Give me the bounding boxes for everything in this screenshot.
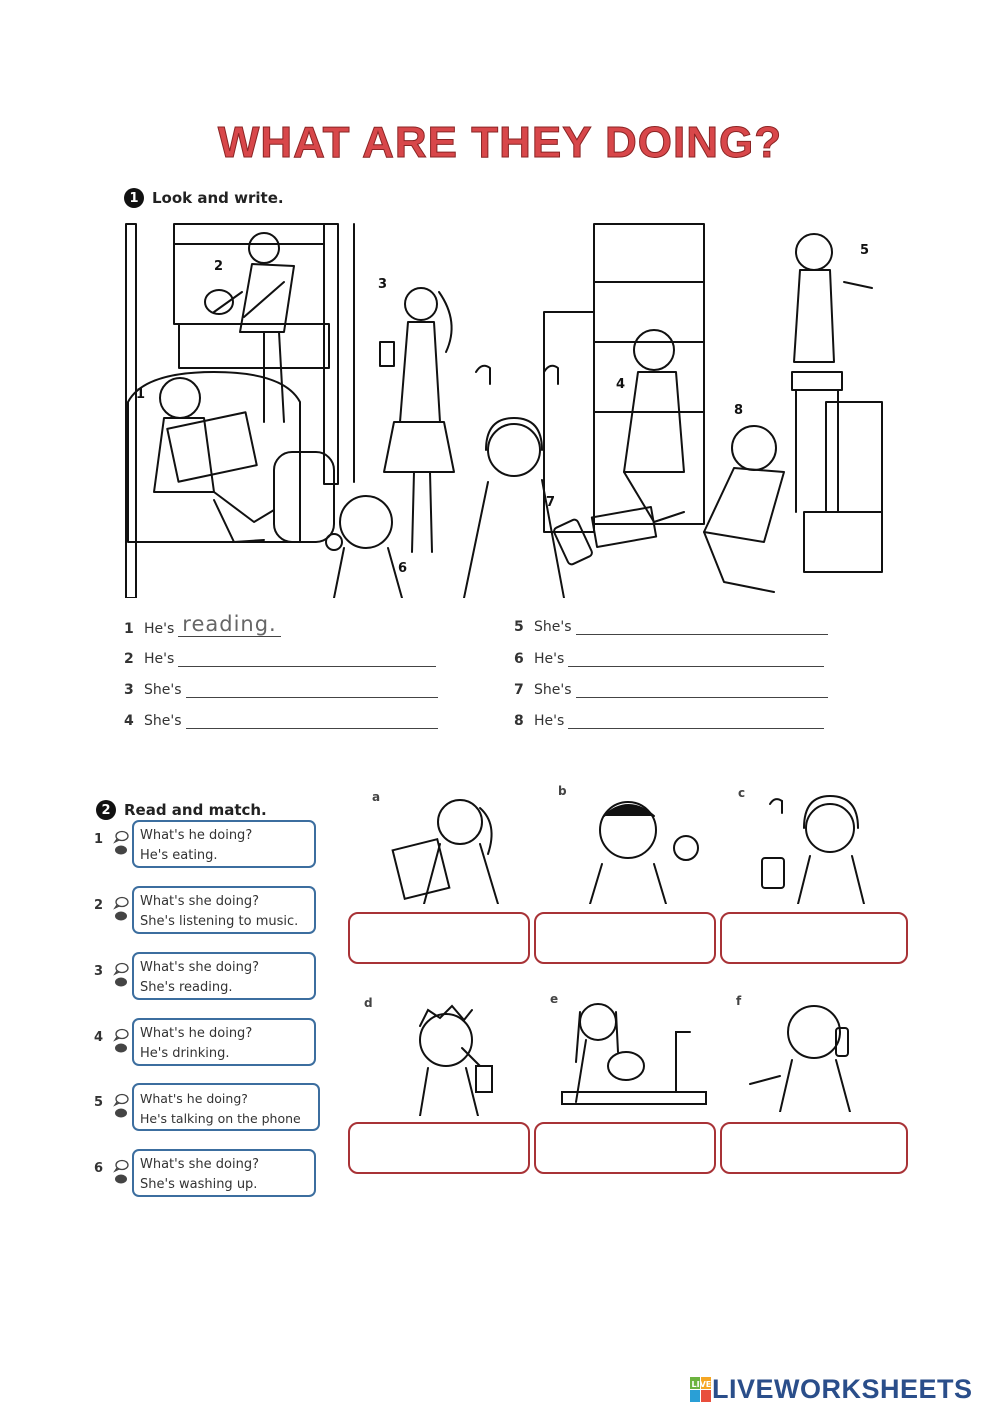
picture-letter-e: e bbox=[550, 992, 559, 1006]
dialogue-5: 5 What's he doing? He's talking on the phone bbox=[94, 1083, 320, 1131]
sentence-7: 7 She's bbox=[514, 681, 828, 698]
dialogue-4: 4 What's he doing? He's drinking. bbox=[94, 1018, 316, 1066]
sentence-8: 8 He's bbox=[514, 712, 824, 729]
dialogue-6: 6 What's she doing? She's washing up. bbox=[94, 1149, 316, 1197]
logo-text: LIVEWORKSHEETS bbox=[712, 1374, 973, 1404]
section2-number: 2 bbox=[96, 800, 116, 820]
tv bbox=[826, 402, 882, 512]
section1-instruction: Look and write. bbox=[152, 189, 284, 207]
picture-a-girl-reading bbox=[380, 784, 540, 904]
scene-label-7: 7 bbox=[546, 495, 556, 510]
dad-head bbox=[249, 233, 279, 263]
scene-label-2: 2 bbox=[214, 259, 224, 274]
section1-number: 1 bbox=[124, 188, 144, 208]
girl-3-skirt bbox=[384, 422, 454, 472]
stool-seat bbox=[792, 372, 842, 390]
answer-box-b[interactable] bbox=[534, 912, 716, 964]
liveworksheets-logo bbox=[690, 1374, 973, 1405]
picture-b-boy-eating bbox=[556, 784, 716, 904]
sentence-3: 3 She's bbox=[124, 681, 438, 698]
sentence-2-blank[interactable] bbox=[178, 650, 436, 667]
section2-instruction: Read and match. bbox=[124, 801, 267, 819]
picture-letter-f: f bbox=[736, 994, 742, 1008]
kitchen-sink-counter bbox=[179, 324, 329, 368]
speech-bubbles-icon bbox=[110, 962, 132, 988]
sentence-2: 2 He's bbox=[124, 650, 436, 667]
picture-letter-a: a bbox=[372, 790, 381, 804]
kitchen-window bbox=[174, 224, 324, 324]
girl-4-head bbox=[634, 330, 674, 370]
sentence-4-blank[interactable] bbox=[186, 712, 438, 729]
room-scene-illustration bbox=[124, 222, 884, 598]
sentence-5: 5 She's bbox=[514, 618, 828, 635]
page-title: WHAT ARE THEY DOING? bbox=[217, 118, 783, 167]
speech-bubbles-icon bbox=[110, 1159, 132, 1185]
boy-6-head bbox=[340, 496, 392, 548]
speech-bubbles-icon bbox=[110, 830, 132, 856]
sentence-7-blank[interactable] bbox=[576, 681, 828, 698]
section2-heading bbox=[96, 800, 267, 820]
answer-box-a[interactable] bbox=[348, 912, 530, 964]
speech-bubbles-icon bbox=[110, 896, 132, 922]
music-player bbox=[553, 518, 593, 565]
speech-bubbles-icon bbox=[110, 1093, 132, 1119]
scene-label-6: 6 bbox=[398, 561, 408, 576]
girl-5-head bbox=[796, 234, 832, 270]
picture-letter-b: b bbox=[558, 784, 567, 798]
music-note bbox=[476, 366, 490, 384]
sentence-6: 6 He's bbox=[514, 650, 824, 667]
picture-letter-c: c bbox=[738, 786, 746, 800]
scene-label-1: 1 bbox=[136, 387, 146, 402]
sentence-6-blank[interactable] bbox=[568, 650, 824, 667]
dialogue-2-box: What's she doing? She's listening to music. bbox=[132, 886, 316, 934]
dialogue-1: 1 What's he doing? He's eating. bbox=[94, 820, 316, 868]
sentence-5-blank[interactable] bbox=[576, 618, 828, 635]
tv-stand bbox=[804, 512, 882, 572]
picture-d-boy-drinking bbox=[380, 996, 540, 1116]
answer-box-d[interactable] bbox=[348, 1122, 530, 1174]
dialogue-5-box: What's he doing? He's talking on the phone bbox=[132, 1083, 320, 1131]
answer-box-c[interactable] bbox=[720, 912, 908, 964]
magazine bbox=[592, 507, 656, 547]
section1-heading bbox=[124, 188, 284, 208]
scene-label-3: 3 bbox=[378, 277, 388, 292]
sentence-4: 4 She's bbox=[124, 712, 438, 729]
glass bbox=[380, 342, 394, 366]
liveworksheets-badge-icon bbox=[690, 1377, 712, 1403]
apple bbox=[326, 534, 342, 550]
dialogue-6-box: What's she doing? She's washing up. bbox=[132, 1149, 316, 1197]
kitchen-door-frame bbox=[324, 224, 338, 484]
speech-bubbles-icon bbox=[110, 1028, 132, 1054]
dialogue-3-box: What's she doing? She's reading. bbox=[132, 952, 316, 1000]
picture-e-girl-washing-up bbox=[556, 992, 716, 1112]
girl-3-head bbox=[405, 288, 437, 320]
sentence-1-answer: reading. bbox=[178, 612, 280, 637]
scene-label-8: 8 bbox=[734, 403, 744, 418]
dialogue-2: 2 What's she doing? She's listening to music. bbox=[94, 886, 316, 934]
scene-label-5: 5 bbox=[860, 243, 870, 258]
boy-8-head bbox=[732, 426, 776, 470]
logo-badge-text: LIVE bbox=[691, 1379, 712, 1389]
sentence-1: 1 He's reading. bbox=[124, 612, 281, 637]
picture-c-girl-listening-music bbox=[740, 784, 900, 904]
picture-letter-d: d bbox=[364, 996, 373, 1010]
cupboard bbox=[594, 224, 704, 524]
girl-7-head bbox=[488, 424, 540, 476]
sentence-3-blank[interactable] bbox=[186, 681, 438, 698]
sentence-8-blank[interactable] bbox=[568, 712, 824, 729]
answer-box-e[interactable] bbox=[534, 1122, 716, 1174]
dialogue-3: 3 What's she doing? She's reading. bbox=[94, 952, 316, 1000]
scene-label-4: 4 bbox=[616, 377, 626, 392]
picture-f-boy-on-phone bbox=[740, 992, 900, 1112]
dialogue-4-box: What's he doing? He's drinking. bbox=[132, 1018, 316, 1066]
dialogue-1-box: What's he doing? He's eating. bbox=[132, 820, 316, 868]
boy-1-head bbox=[160, 378, 200, 418]
answer-box-f[interactable] bbox=[720, 1122, 908, 1174]
